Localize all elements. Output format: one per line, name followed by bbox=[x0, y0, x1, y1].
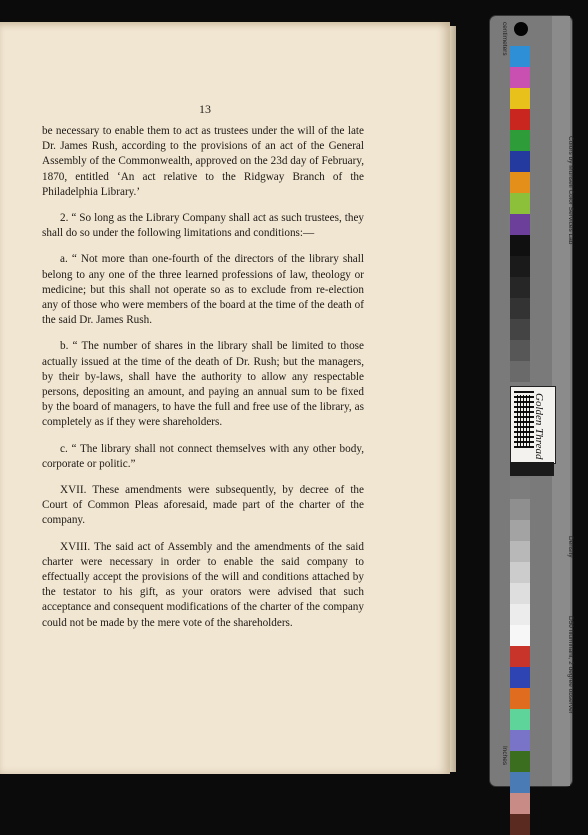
color-patch bbox=[510, 772, 530, 793]
color-patch bbox=[510, 235, 530, 256]
target-bottom-label: D50 Illuminant, 2 degree observer bbox=[567, 616, 574, 714]
color-patch bbox=[510, 256, 530, 277]
paragraph: XVIII. The said act of Assembly and the amendments of the said charter were necessary in order to enable the said company to effectually accept the provisions of the will and conditions attached by the testator to his gift, as your orators were advised that such acceptance and consequent modifications of the charter of the company could not be made by the mere vote of the shareholders. bbox=[42, 540, 364, 629]
color-patch bbox=[510, 520, 530, 541]
color-patch bbox=[510, 214, 530, 235]
paragraph: c. “ The library shall not connect themselves with any other body, corporate or politic.” bbox=[42, 442, 364, 470]
paragraph: XVII. These amendments were subsequently, by decree of the Court of Common Pleas aforesaid, made part of the charter of the company. bbox=[42, 484, 364, 527]
color-patch bbox=[510, 193, 530, 214]
color-patch bbox=[510, 499, 530, 520]
color-patch bbox=[510, 793, 530, 814]
color-patch bbox=[510, 88, 530, 109]
color-patch bbox=[510, 562, 530, 583]
color-patch bbox=[510, 130, 530, 151]
color-patch bbox=[510, 478, 530, 499]
target-top-label: Colors by Munsell Color Services Lab bbox=[567, 136, 574, 245]
color-patch bbox=[510, 67, 530, 88]
paragraph: a. “ Not more than one-fourth of the directors of the library shall belong to any one of the three learned professions of law, theology or medicine; but this shall not operate so as to exclude from re-election any of those who were members of the board at the time of the death of the said Dr. James Rush. bbox=[42, 253, 364, 327]
color-patch bbox=[510, 277, 530, 298]
color-patch bbox=[510, 319, 530, 340]
color-patch bbox=[510, 361, 530, 382]
paragraph: 2. “ So long as the Library Company shall act as such trustees, they shall do so under the following limitations and conditions:— bbox=[42, 212, 364, 240]
color-patch bbox=[510, 814, 530, 835]
page-edge bbox=[450, 26, 456, 772]
paragraph: be necessary to enable them to act as trustees under the will of the late Dr. James Rush, according to the provisions of an act of the General Assembly of the Commonwealth, approved on the 23d day of February, 1870, entitled ‘An act relative to the Ridgway Branch of the Philadelphia Library.’ bbox=[42, 125, 364, 198]
color-patch bbox=[510, 172, 530, 193]
color-patch bbox=[510, 688, 530, 709]
brand-logo: Golden Thread bbox=[533, 393, 545, 460]
color-patch bbox=[510, 751, 530, 772]
target-density-label: Density bbox=[567, 536, 574, 558]
color-patch bbox=[510, 730, 530, 751]
color-patch bbox=[510, 709, 530, 730]
page-number: 13 bbox=[199, 102, 211, 116]
black-patch bbox=[510, 462, 554, 476]
color-patch bbox=[510, 646, 530, 667]
mounting-hole bbox=[514, 22, 528, 36]
color-patch bbox=[510, 541, 530, 562]
resolution-lines bbox=[517, 395, 531, 447]
color-patch bbox=[510, 298, 530, 319]
resolution-target bbox=[510, 386, 556, 464]
paragraph: b. “ The number of shares in the library shall be limited to those actually issued at the time of the death of Dr. Rush; but the managers, by their by-laws, shall have the authority to allow any respectable persons, depositing an amount, and paying an annual sum to be fixed by the board of managers, to have the full and free use of the library, as completely as if they were shareholders. bbox=[42, 340, 364, 429]
color-patch bbox=[510, 604, 530, 625]
target-centimeters-label: centimeters bbox=[501, 22, 508, 56]
document-page bbox=[0, 22, 450, 774]
color-patch bbox=[510, 340, 530, 361]
color-patch bbox=[510, 583, 530, 604]
color-patch bbox=[510, 46, 530, 67]
color-patch bbox=[510, 151, 530, 172]
target-inches-label: Inches bbox=[501, 746, 508, 766]
page-body bbox=[42, 124, 364, 642]
color-patch bbox=[510, 109, 530, 130]
color-patch bbox=[510, 625, 530, 646]
color-patch bbox=[510, 667, 530, 688]
color-calibration-target bbox=[490, 16, 572, 786]
